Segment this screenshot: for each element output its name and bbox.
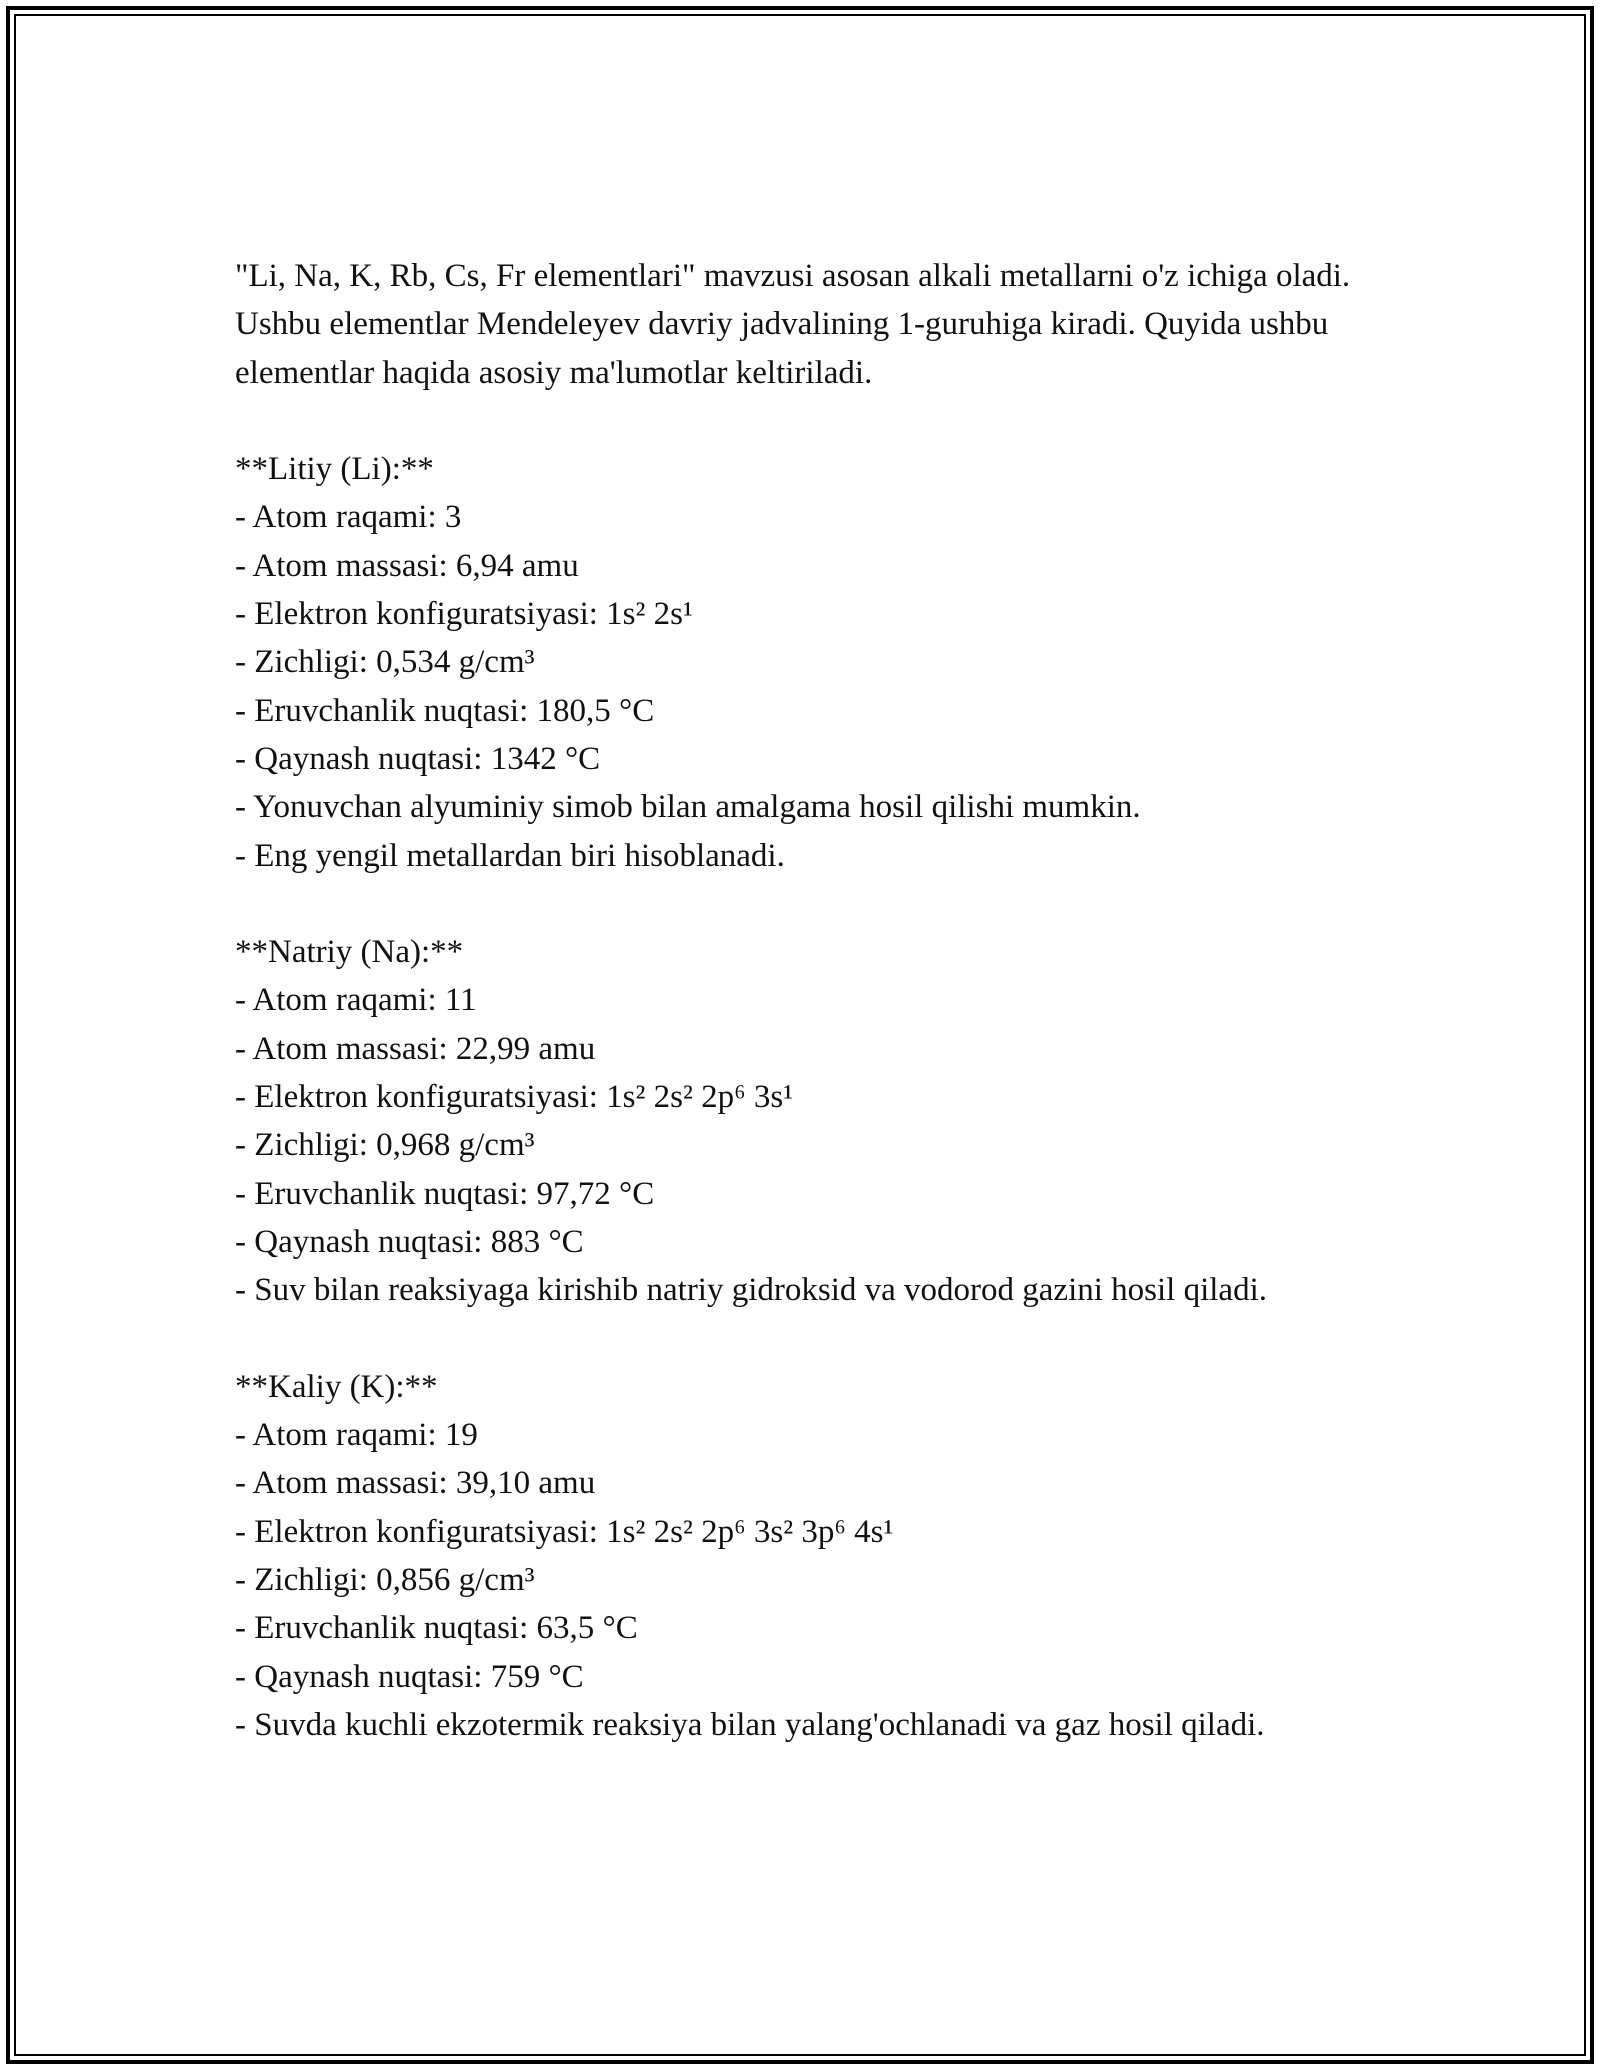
list-item: - Qaynash nuqtasi: 1342 °C [235, 740, 601, 777]
section-heading: **Kaliy (K):** [235, 1368, 438, 1405]
section-lithium [235, 445, 1365, 880]
list-item: - Yonuvchan alyuminiy simob bilan amalgama hosil qilishi mumkin. [235, 789, 1141, 826]
spacer [235, 1315, 1365, 1363]
spacer [235, 397, 1365, 445]
list-item: - Atom raqami: 3 [235, 499, 462, 536]
list-item: - Atom massasi: 22,99 amu [235, 1030, 596, 1067]
list-item: - Qaynash nuqtasi: 883 °C [235, 1223, 584, 1260]
list-item: - Eruvchanlik nuqtasi: 97,72 °C [235, 1175, 655, 1212]
section-sodium [235, 928, 1365, 1314]
spacer [235, 880, 1365, 928]
list-item: - Atom raqami: 11 [235, 982, 477, 1019]
list-item: - Zichligi: 0,534 g/cm³ [235, 644, 535, 681]
list-item: - Eng yengil metallardan biri hisoblanadi. [235, 837, 785, 874]
list-item: - Qaynash nuqtasi: 759 °C [235, 1658, 584, 1695]
list-item: - Elektron konfiguratsiyasi: 1s² 2s² 2p⁶ 3s² 3p⁶ 4s¹ [235, 1513, 894, 1550]
document-body [235, 252, 1365, 1749]
section-heading: **Natriy (Na):** [235, 934, 464, 971]
list-item: - Zichligi: 0,968 g/cm³ [235, 1127, 535, 1164]
list-item: - Atom massasi: 6,94 amu [235, 547, 579, 584]
list-item: - Suvda kuchli ekzotermik reaksiya bilan yalang'ochlanadi va gaz hosil qiladi. [235, 1706, 1265, 1743]
list-item: - Elektron konfiguratsiyasi: 1s² 2s² 2p⁶ 3s¹ [235, 1079, 794, 1116]
list-item: - Zichligi: 0,856 g/cm³ [235, 1562, 535, 1599]
section-heading: **Litiy (Li):** [235, 451, 434, 488]
list-item: - Suv bilan reaksiyaga kirishib natriy gidroksid va vodorod gazini hosil qiladi. [235, 1272, 1267, 1309]
section-potassium [235, 1363, 1365, 1749]
list-item: - Eruvchanlik nuqtasi: 63,5 °C [235, 1610, 638, 1647]
list-item: - Atom massasi: 39,10 amu [235, 1465, 596, 1502]
list-item: - Elektron konfiguratsiyasi: 1s² 2s¹ [235, 596, 693, 633]
list-item: - Atom raqami: 19 [235, 1417, 478, 1454]
list-item: - Eruvchanlik nuqtasi: 180,5 °C [235, 692, 655, 729]
intro-paragraph: "Li, Na, K, Rb, Cs, Fr elementlari" mavzusi asosan alkali metallarni o'z ichiga oladi. Ushbu elementlar Mendeleyev davriy jadvalining 1-guruhiga kiradi. Quyida ushbu elementlar haqida asosiy ma'lumotlar keltiriladi. [235, 258, 1351, 391]
